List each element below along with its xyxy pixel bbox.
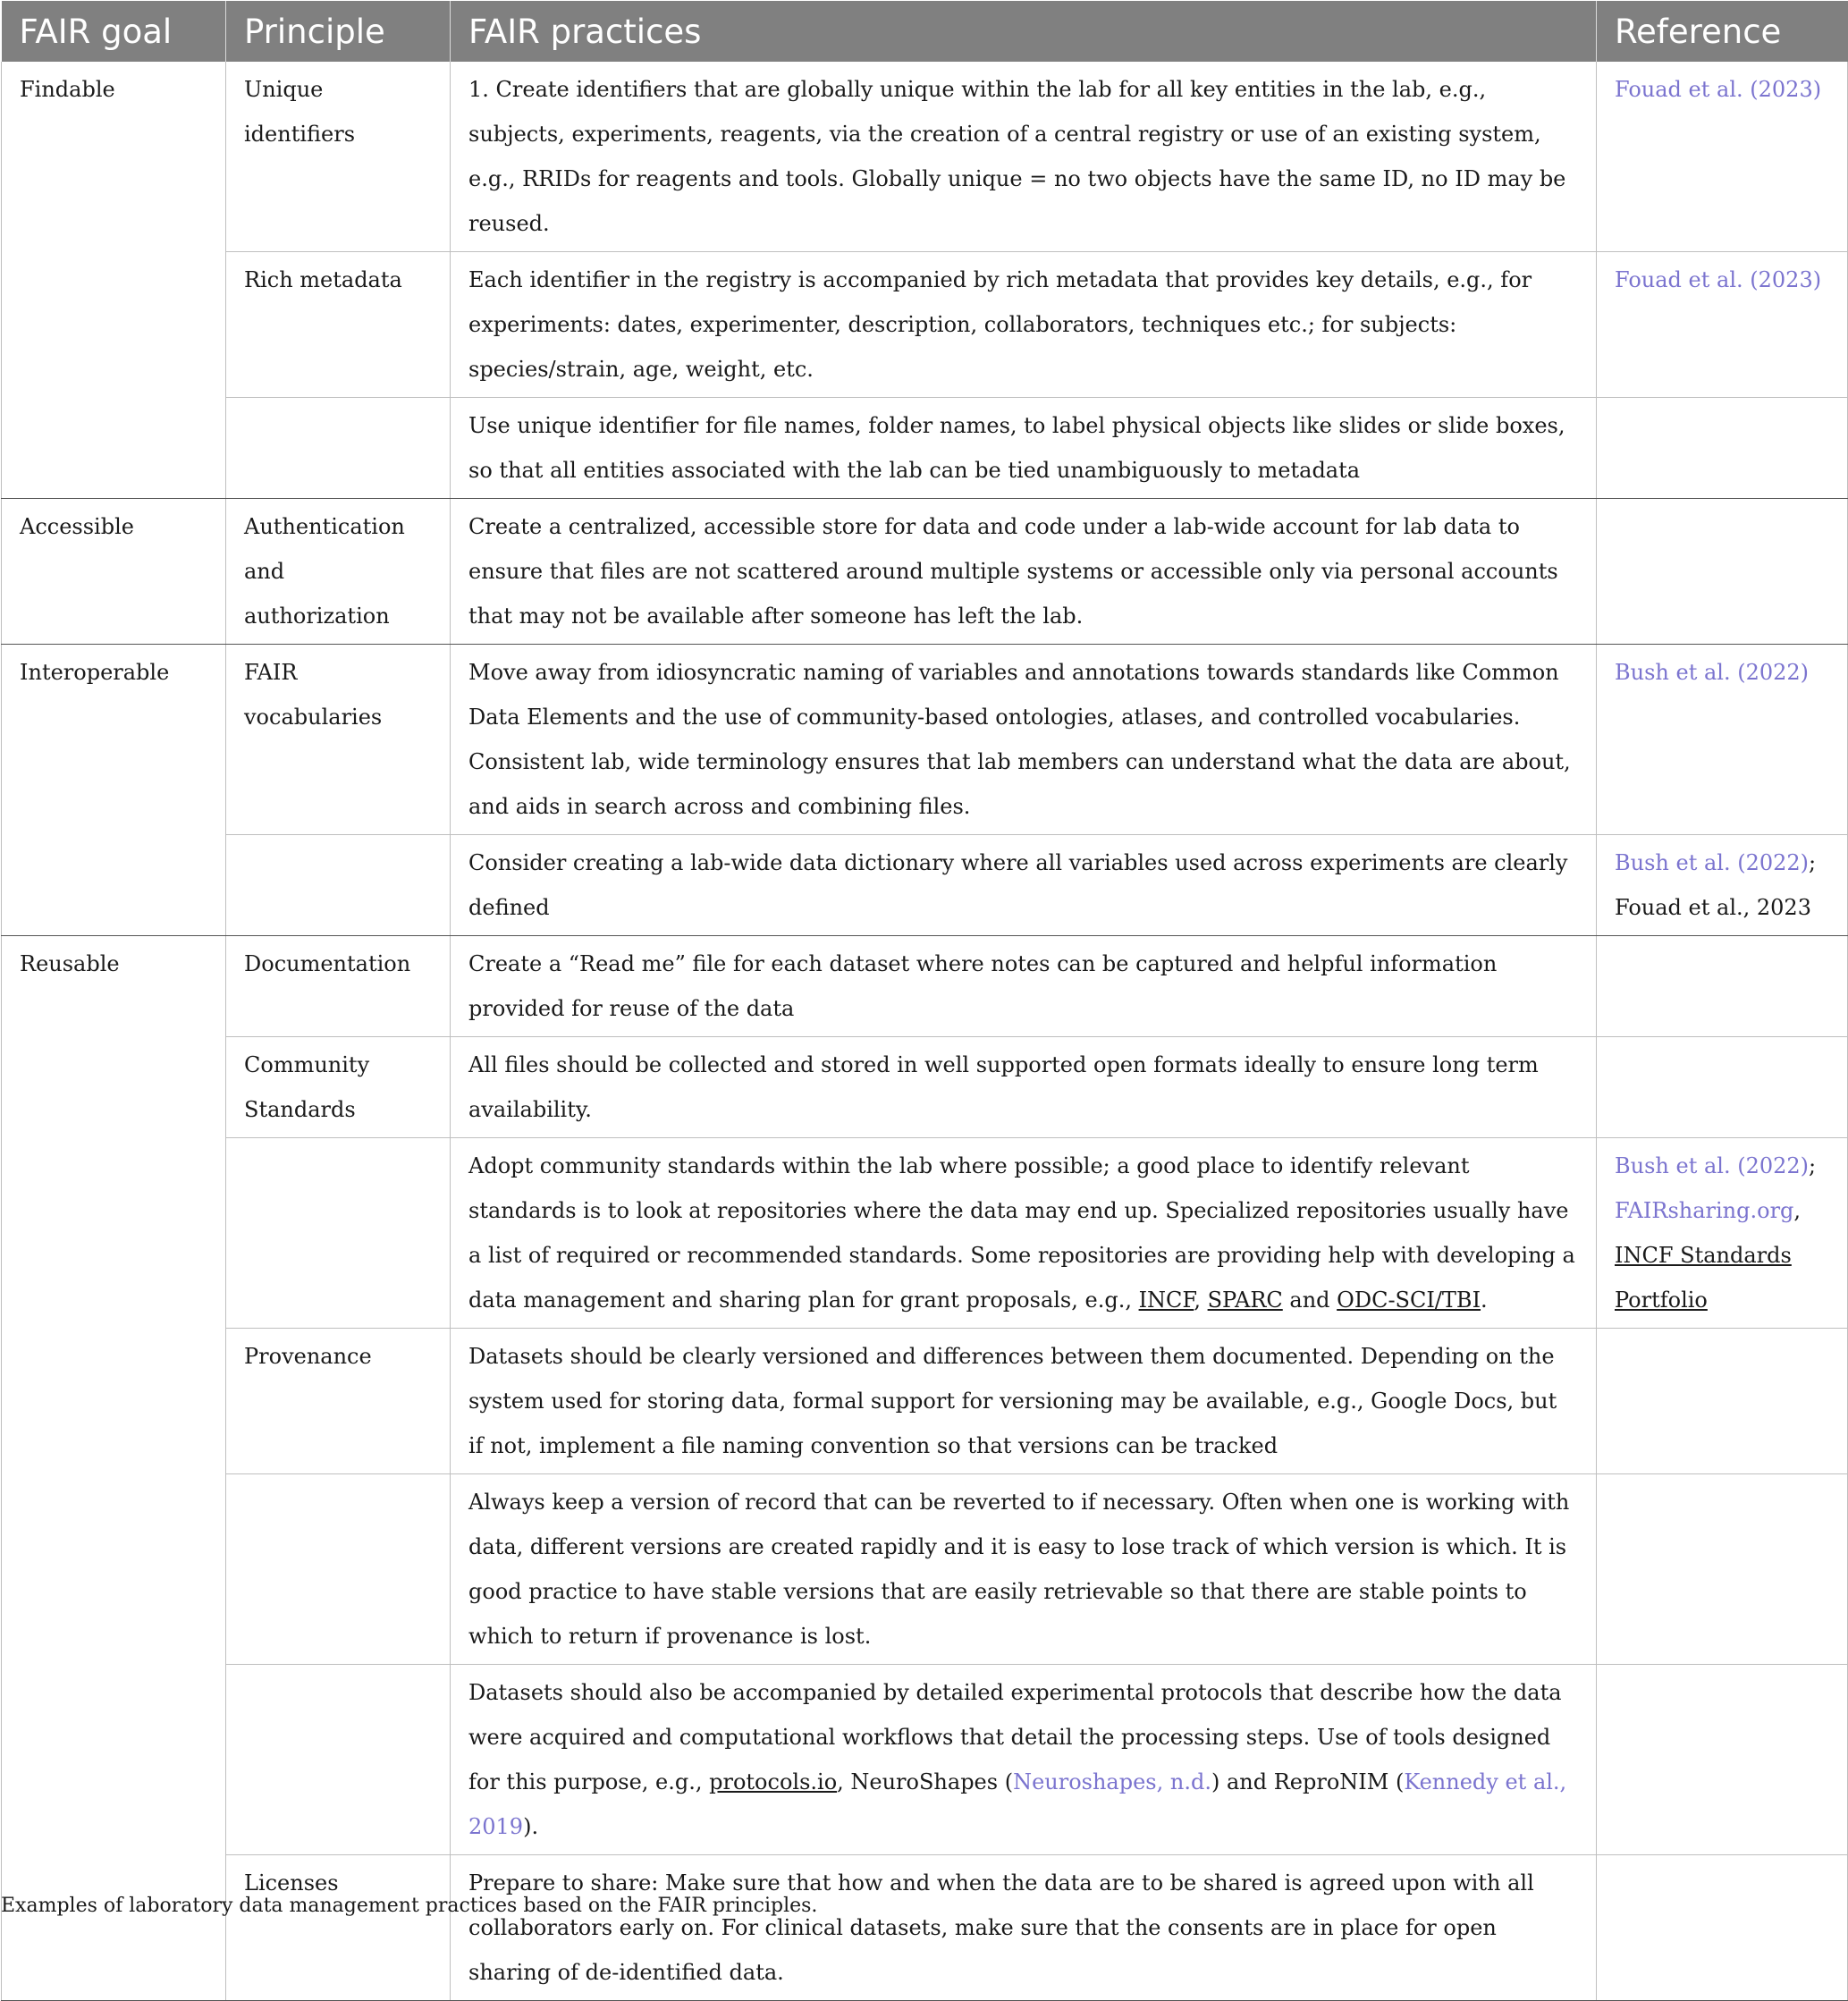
practice-end: ). [523, 1814, 539, 1839]
practice-cell: Create a centralized, accessible store for data and code under a lab-wide account for lab data to ensure that files are not scattered around multiple systems or accessible only via personal accounts that may not be available after someone has left the lab. [451, 499, 1597, 645]
principle-cell: FAIR vocabularies [226, 645, 451, 835]
separator: , [1194, 1288, 1208, 1313]
practice-cell: Use unique identifier for file names, folder names, to label physical objects like slides or slide boxes, so that all entities associated with the lab can be tied unambiguously to metadata [451, 398, 1597, 499]
practice-cell: Consider creating a lab-wide data dictionary where all variables used across experiments are clearly defined [451, 835, 1597, 936]
goal-accessible: Accessible [2, 499, 226, 645]
principle-cell [226, 398, 451, 499]
principle-cell: Licenses [226, 1855, 451, 2001]
principle-cell [226, 835, 451, 936]
practice-cell: All files should be collected and stored in well supported open formats ideally to ensure long term availability. [451, 1037, 1597, 1138]
practice-end: . [1481, 1288, 1488, 1313]
practice-text: ) and ReproNIM ( [1211, 1769, 1405, 1794]
fair-practices-table [1, 1, 1848, 2001]
reference-separator: ; [1809, 850, 1817, 875]
link-incf-standards-portfolio[interactable]: INCF Standards Portfolio [1615, 1243, 1792, 1313]
principle-cell [226, 1138, 451, 1329]
practice-cell: 1. Create identifiers that are globally unique within the lab for all key entities in the lab, e.g., subjects, experiments, reagents, via the creation of a central registry or use of an existing system, e.g., RRIDs for reagents and tools. Globally unique = no two objects have the same ID, no ID may be reused. [451, 62, 1597, 252]
table-row [2, 936, 1848, 1037]
practice-cell: Prepare to share: Make sure that how and when the data are to be shared is agreed upon with all collaborators early on. For clinical datasets, make sure that the consents are in place for open sharing of de-identified data. [451, 1855, 1597, 2001]
reference-cell [1597, 1329, 1848, 1474]
reference-separator: ; [1809, 1153, 1817, 1178]
practice-cell: Always keep a version of record that can be reverted to if necessary. Often when one is working with data, different versions are created rapidly and it is easy to lose track of which version is which. It is good practice to have stable versions that are easily retrievable so that there are stable points to which to return if provenance is lost. [451, 1474, 1597, 1665]
practice-cell [451, 1665, 1597, 1855]
principle-cell: Rich metadata [226, 252, 451, 398]
reference-cell [1597, 398, 1848, 499]
practice-cell: Datasets should be clearly versioned and differences between them documented. Depending on the system used for storing data, formal support for versioning may be available, e.g., Google Docs, but if not, implement a file naming convention so that versions can be tracked [451, 1329, 1597, 1474]
reference-link[interactable]: Fouad et al. (2023) [1597, 252, 1848, 398]
table-row [2, 398, 1848, 499]
header-fair-goal: FAIR goal [2, 1, 226, 62]
principle-cell: Provenance [226, 1329, 451, 1474]
table-row [2, 1474, 1848, 1665]
link-kennedy[interactable]: Kennedy et al., 2019 [468, 1769, 1567, 1839]
practice-cell: Move away from idiosyncratic naming of variables and annotations towards standards like Common Data Elements and the use of community-based ontologies, atlases, and controlled vocabularies. Consistent lab, wide terminology ensures that lab members can understand what the data are about, and aids in search across and combining files. [451, 645, 1597, 835]
separator: and [1282, 1288, 1337, 1313]
principle-cell [226, 1665, 451, 1855]
goal-reusable: Reusable [2, 936, 226, 2001]
reference-cell [1597, 835, 1848, 936]
link-odc-sci-tbi[interactable]: ODC-SCI/TBI [1337, 1288, 1481, 1313]
practice-cell [451, 1138, 1597, 1329]
reference-link[interactable]: Fouad et al. (2023) [1597, 62, 1848, 252]
principle-cell [226, 1474, 451, 1665]
link-neuroshapes[interactable]: Neuroshapes, n.d. [1013, 1769, 1211, 1794]
table-header-row [2, 1, 1848, 62]
practice-text: , NeuroShapes ( [837, 1769, 1014, 1794]
table-row [2, 1037, 1848, 1138]
link-incf[interactable]: INCF [1138, 1288, 1194, 1313]
reference-cell [1597, 1665, 1848, 1855]
reference-cell [1597, 499, 1848, 645]
reference-cell [1597, 1138, 1848, 1329]
link-sparc[interactable]: SPARC [1207, 1288, 1283, 1313]
reference-cell [1597, 1037, 1848, 1138]
link-fairsharing[interactable]: FAIRsharing.org [1615, 1198, 1794, 1223]
practice-cell: Create a “Read me” file for each dataset where notes can be captured and helpful information provided for reuse of the data [451, 936, 1597, 1037]
reference-cell [1597, 1474, 1848, 1665]
table-row [2, 252, 1848, 398]
link-protocols-io[interactable]: protocols.io [709, 1769, 838, 1794]
reference-link[interactable]: Bush et al. (2022) [1597, 645, 1848, 835]
goal-interoperable: Interoperable [2, 645, 226, 936]
principle-cell: Unique identifiers [226, 62, 451, 252]
table-row [2, 1329, 1848, 1474]
table-row [2, 645, 1848, 835]
practice-text: Adopt community standards within the lab where possible; a good place to identify relevant standards is to look at repositories where the data may end up. Specialized repositories usually have a list of required or recommended standards. Some repositories are providing help with developing a data management and sharing plan for grant proposals, e.g., [468, 1153, 1575, 1313]
reference-link[interactable]: Bush et al. (2022) [1615, 850, 1810, 875]
reference-separator: , [1793, 1198, 1802, 1223]
practice-cell: Each identifier in the registry is accompanied by rich metadata that provides key details, e.g., for experiments: dates, experimenter, description, collaborators, techniques etc.; for subjects: species/strain, age, weight, etc. [451, 252, 1597, 398]
table-row [2, 1138, 1848, 1329]
header-reference: Reference [1597, 1, 1848, 62]
reference-link[interactable]: Bush et al. (2022) [1615, 1153, 1810, 1178]
table-row [2, 62, 1848, 252]
table-row [2, 835, 1848, 936]
reference-cell [1597, 936, 1848, 1037]
reference-text: Fouad et al., 2023 [1615, 895, 1811, 920]
principle-cell: Documentation [226, 936, 451, 1037]
header-fair-practices: FAIR practices [451, 1, 1597, 62]
principle-cell: Authentication and authorization [226, 499, 451, 645]
header-principle: Principle [226, 1, 451, 62]
practice-text: Datasets should also be accompanied by detailed experimental protocols that describe how the data were acquired and computational workflows that detail the processing steps. Use of tools designed for this purpose, e.g., [468, 1680, 1562, 1794]
table-row [2, 499, 1848, 645]
table-caption: Examples of laboratory data management practices based on the FAIR principles. [1, 1895, 818, 1917]
table-row [2, 1855, 1848, 2001]
table-row [2, 1665, 1848, 1855]
goal-findable: Findable [2, 62, 226, 499]
principle-cell: Community Standards [226, 1037, 451, 1138]
reference-cell [1597, 1855, 1848, 2001]
